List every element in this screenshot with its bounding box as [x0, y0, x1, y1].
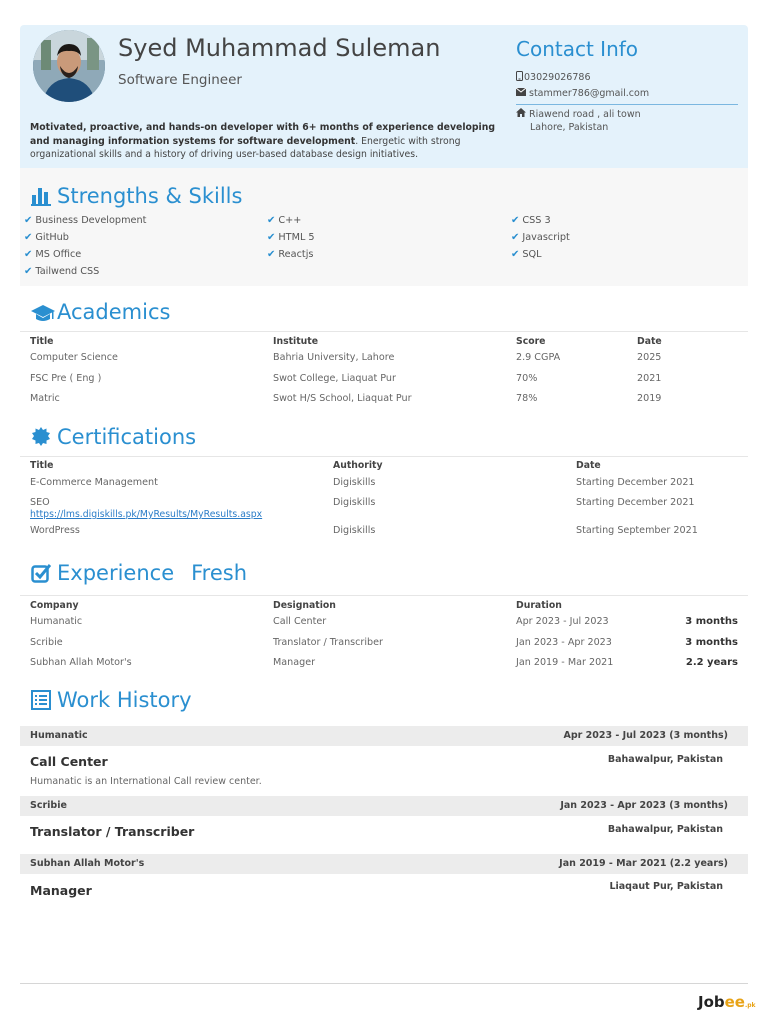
skill-item — [511, 249, 542, 260]
skill-label: Javascript — [522, 232, 570, 243]
academic-title: Computer Science — [30, 352, 118, 363]
checkmark-icon: ✔ — [511, 249, 520, 260]
academic-institute: Swot H/S School, Liaquat Pur — [273, 393, 412, 404]
work-history-location: Bahawalpur, Pakistan — [607, 824, 723, 835]
academics-divider — [20, 331, 748, 332]
experience-designation: Translator / Transcriber — [273, 637, 383, 648]
summary-text: . Energetic with strong organizational skills and a history of driving user-based database design initiatives. — [30, 135, 461, 160]
experience-company: Humanatic — [30, 616, 83, 627]
work-history-position: Call Center — [30, 754, 108, 769]
experience-length: 3 months — [685, 637, 738, 648]
experience-range: Apr 2023 - Jul 2023 — [516, 616, 609, 627]
checkmark-icon: ✔ — [24, 215, 33, 226]
address-line-1: Riawend road , ali town — [529, 109, 641, 120]
academic-institute: Swot College, Liaquat Pur — [273, 373, 396, 384]
contact-divider — [516, 104, 738, 105]
certification-link[interactable]: https://lms.digiskills.pk/MyResults/MyResults.aspx — [30, 509, 263, 520]
work-history-position: Manager — [30, 883, 92, 898]
summary-highlight: Motivated, proactive, and hands-on developer with 6+ months of experience developing and managing information systems for software development — [30, 122, 496, 147]
work-history-company: Humanatic — [30, 730, 88, 741]
list-document-icon — [31, 690, 51, 710]
checkmark-icon: ✔ — [24, 266, 33, 277]
profile-photo — [33, 30, 105, 102]
skill-label: GitHub — [35, 232, 69, 243]
work-history-company: Subhan Allah Motor's — [30, 858, 145, 869]
work-history-title: Work History — [57, 688, 192, 712]
experience-title — [57, 561, 247, 585]
skill-item — [511, 215, 551, 226]
experience-level-badge: Fresh — [191, 561, 248, 585]
academic-institute: Bahria University, Lahore — [273, 352, 395, 363]
skill-item — [267, 232, 315, 243]
checkmark-icon: ✔ — [24, 232, 33, 243]
checkmark-icon: ✔ — [267, 215, 276, 226]
experience-header-designation: Designation — [273, 600, 336, 611]
certifications-header-authority: Authority — [333, 460, 383, 471]
phone-number: 03029026786 — [524, 72, 591, 83]
academic-date: 2021 — [637, 373, 662, 384]
experience-designation: Manager — [273, 657, 316, 668]
checkmark-icon: ✔ — [24, 249, 33, 260]
brand-part-1: Job — [698, 993, 725, 1011]
academics-header-title: Title — [30, 336, 54, 347]
experience-company: Subhan Allah Motor's — [30, 657, 132, 668]
skill-item — [511, 232, 570, 243]
academic-score: 70% — [516, 373, 538, 384]
contact-phone — [516, 71, 591, 83]
jobee-logo — [698, 993, 756, 1011]
experience-header-duration: Duration — [516, 600, 562, 611]
skill-item — [24, 232, 69, 243]
certifications-divider — [20, 456, 748, 457]
certification-authority: Digiskills — [333, 525, 376, 536]
home-icon — [516, 108, 526, 117]
bar-chart-icon — [31, 186, 51, 206]
candidate-name: Syed Muhammad Suleman — [118, 34, 441, 62]
certification-date: Starting December 2021 — [576, 497, 695, 508]
academics-header-date: Date — [637, 336, 662, 347]
skill-label: CSS 3 — [522, 215, 551, 226]
skill-label: Reactjs — [278, 249, 314, 260]
envelope-icon — [516, 88, 526, 96]
skill-label: SQL — [522, 249, 542, 260]
skill-label: Business Development — [35, 215, 147, 226]
skill-item — [24, 215, 146, 226]
checkmark-icon: ✔ — [511, 215, 520, 226]
skill-label: Tailwend CSS — [35, 266, 100, 277]
checked-box-icon — [31, 563, 51, 583]
contact-email[interactable] — [516, 88, 649, 99]
experience-title-text: Experience — [57, 561, 175, 585]
candidate-role: Software Engineer — [118, 72, 242, 88]
experience-range: Jan 2019 - Mar 2021 — [516, 657, 614, 668]
academic-date: 2025 — [637, 352, 662, 363]
work-history-dates: Apr 2023 - Jul 2023 (3 months) — [563, 730, 728, 741]
contact-info-title: Contact Info — [516, 37, 639, 61]
profile-summary — [30, 121, 500, 162]
experience-company: Scribie — [30, 637, 63, 648]
graduation-cap-icon — [31, 303, 55, 323]
experience-divider — [20, 595, 748, 596]
skill-label: HTML 5 — [278, 232, 315, 243]
work-history-description: Humanatic is an International Call review center. — [30, 776, 262, 787]
academic-title: FSC Pre ( Eng ) — [30, 373, 102, 384]
certifications-header-date: Date — [576, 460, 601, 471]
experience-length: 2.2 years — [685, 657, 738, 668]
experience-length: 3 months — [685, 616, 738, 627]
mobile-phone-icon — [516, 71, 523, 81]
checkmark-icon: ✔ — [511, 232, 520, 243]
work-history-location: Bahawalpur, Pakistan — [607, 754, 723, 765]
certifications-header-title: Title — [30, 460, 54, 471]
work-history-dates: Jan 2023 - Apr 2023 (3 months) — [560, 800, 728, 811]
certification-date: Starting September 2021 — [576, 525, 698, 536]
skill-label: MS Office — [35, 249, 82, 260]
email-address[interactable]: stammer786@gmail.com — [529, 88, 650, 99]
experience-header-company: Company — [30, 600, 79, 611]
address-line-2: Lahore, Pakistan — [530, 122, 609, 133]
work-history-dates: Jan 2019 - Mar 2021 (2.2 years) — [559, 858, 728, 869]
checkmark-icon: ✔ — [267, 249, 276, 260]
academic-title: Matric — [30, 393, 60, 404]
certification-title: WordPress — [30, 525, 80, 536]
contact-address — [516, 108, 641, 120]
brand-part-2: ee — [724, 993, 745, 1011]
certification-title: E-Commerce Management — [30, 477, 158, 488]
work-history-location: Liaqaut Pur, Pakistan — [609, 881, 723, 892]
academic-date: 2019 — [637, 393, 662, 404]
skill-item — [24, 249, 81, 260]
academics-header-score: Score — [516, 336, 546, 347]
certification-authority: Digiskills — [333, 497, 376, 508]
brand-suffix: .pk — [744, 1002, 756, 1009]
experience-range: Jan 2023 - Apr 2023 — [516, 637, 612, 648]
certification-authority: Digiskills — [333, 477, 376, 488]
skill-label: C++ — [278, 215, 302, 226]
work-history-company: Scribie — [30, 800, 67, 811]
academics-title: Academics — [57, 300, 171, 324]
certification-date: Starting December 2021 — [576, 477, 695, 488]
academics-header-institute: Institute — [273, 336, 319, 347]
skill-item — [267, 215, 301, 226]
experience-designation: Call Center — [273, 616, 327, 627]
certificate-badge-icon — [31, 427, 51, 447]
footer-divider — [20, 983, 748, 984]
work-history-position: Translator / Transcriber — [30, 824, 195, 839]
checkmark-icon: ✔ — [267, 232, 276, 243]
academic-score: 2.9 CGPA — [516, 352, 561, 363]
academic-score: 78% — [516, 393, 538, 404]
skills-title: Strengths & Skills — [57, 184, 243, 208]
skill-item — [267, 249, 313, 260]
certification-title: SEO — [30, 497, 50, 508]
certifications-title: Certifications — [57, 425, 197, 449]
skill-item — [24, 266, 99, 277]
